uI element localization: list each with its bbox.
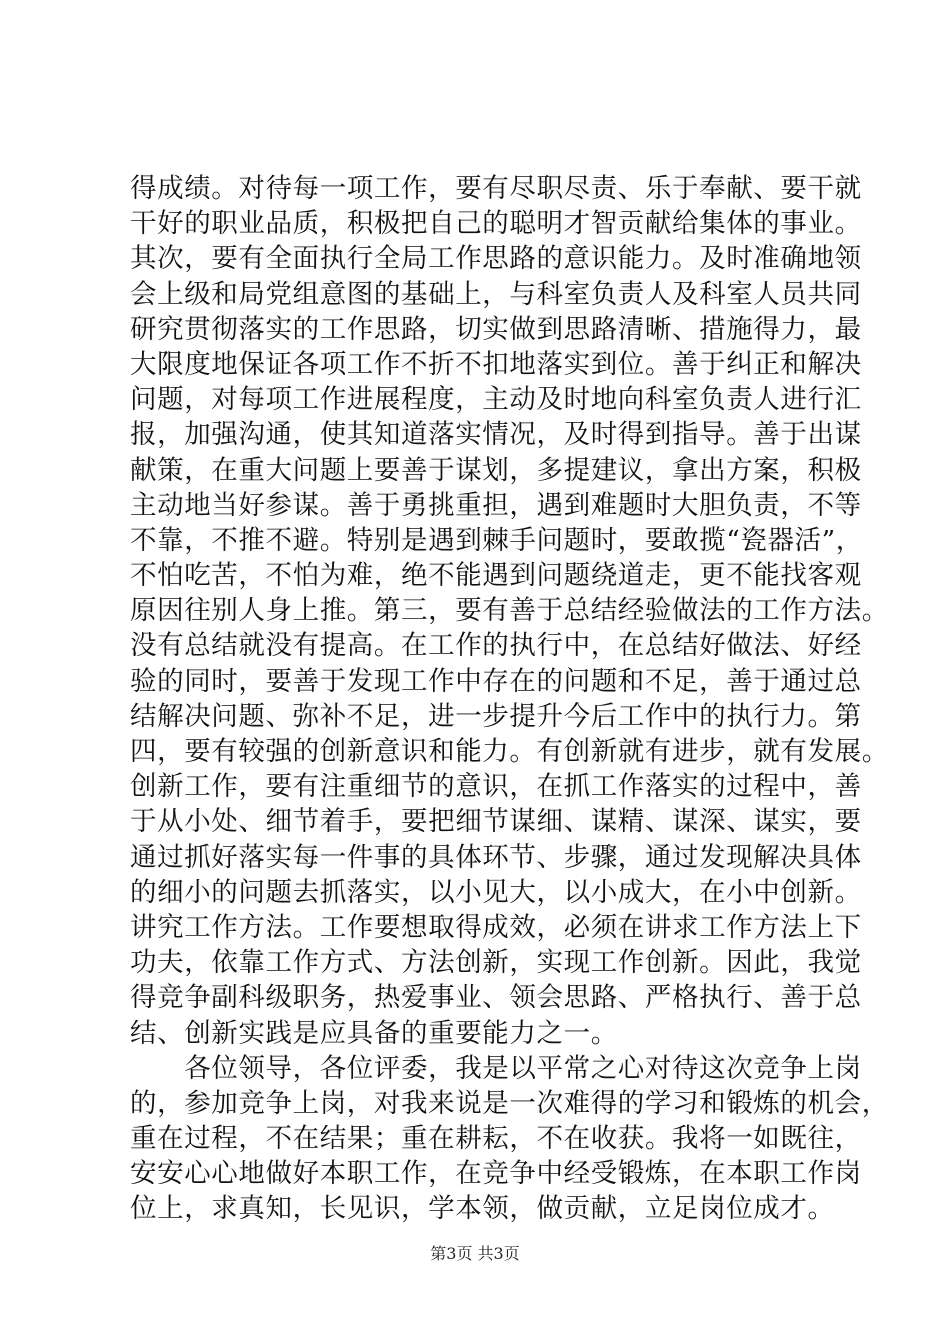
text-line: 不靠，不推不避。特别是遇到棘手问题时，要敢揽“瓷器活”， [130,524,863,556]
page-footer [0,1244,950,1264]
text-line: 研究贯彻落实的工作思路，切实做到思路清晰、措施得力，最 [130,313,862,345]
document-body [130,171,889,1227]
text-line: 功夫，依靠工作方式、方法创新，实现工作创新。因此，我觉 [130,947,862,979]
text-line: 问题，对每项工作进展程度，主动及时地向科室负责人进行汇 [130,384,862,416]
text-line: 验的同时，要善于发现工作中存在的问题和不足，善于通过总 [130,665,862,697]
text-line: 没有总结就没有提高。在工作的执行中，在总结好做法、好经 [130,630,862,662]
text-line: 四，要有较强的创新意识和能力。有创新就有进步，就有发展。 [130,736,889,767]
text-line: 安安心心地做好本职工作，在竞争中经受锻炼，在本职工作岗 [130,1158,862,1190]
text-line: 其次，要有全面执行全局工作思路的意识能力。及时准确地领 [130,243,862,275]
text-line: 通过抓好落实每一件事的具体环节、步骤，通过发现解决具体 [130,841,862,873]
text-line: 主动地当好参谋。善于勇挑重担，遇到难题时大胆负责，不等 [130,489,862,521]
text-line: 讲究工作方法。工作要想取得成效，必须在讲求工作方法上下 [130,911,862,943]
text-line: 大限度地保证各项工作不折不扣地落实到位。善于纠正和解决 [130,348,862,380]
text-line: 结、创新实践是应具备的重要能力之一。 [130,1017,618,1049]
text-line: 各位领导，各位评委，我是以平常之心对待这次竞争上岗 [130,1052,862,1084]
text-line: 原因往别人身上推。第三，要有善于总结经验做法的工作方法。 [130,595,889,627]
text-line: 献策，在重大问题上要善于谋划，多提建议，拿出方案，积极 [130,454,862,486]
text-line: 结解决问题、弥补不足，进一步提升今后工作中的执行力。第 [130,700,862,732]
text-line: 重在过程，不在结果；重在耕耘，不在收获。我将一如既往， [130,1123,862,1155]
text-line: 得竞争副科级职务，热爱事业、领会思路、严格执行、善于总 [130,982,862,1014]
text-line: 的细小的问题去抓落实，以小见大，以小成大，在小中创新。 [130,876,862,908]
page-number-label: 第3页 共3页 [430,1244,520,1263]
text-line: 创新工作，要有注重细节的意识，在抓工作落实的过程中，善 [130,771,862,803]
text-line: 会上级和局党组意图的基础上，与科室负责人及科室人员共同 [130,278,862,310]
text-line: 不怕吃苦，不怕为难，绝不能遇到问题绕道走，更不能找客观 [130,560,862,592]
text-line: 于从小处、细节着手，要把细节谋细、谋精、谋深、谋实，要 [130,806,862,838]
text-line: 得成绩。对待每一项工作，要有尽职尽责、乐于奉献、要干就 [130,173,862,204]
text-line: 干好的职业品质，积极把自己的聪明才智贡献给集体的事业。 [130,208,862,240]
text-line: 的，参加竞争上岗，对我来说是一次难得的学习和锻炼的机会， [130,1087,889,1119]
text-line: 位上，求真知，长见识，学本领，做贡献，立足岗位成才。 [130,1193,835,1225]
text-line: 报，加强沟通，使其知道落实情况，及时得到指导。善于出谋 [130,419,862,451]
